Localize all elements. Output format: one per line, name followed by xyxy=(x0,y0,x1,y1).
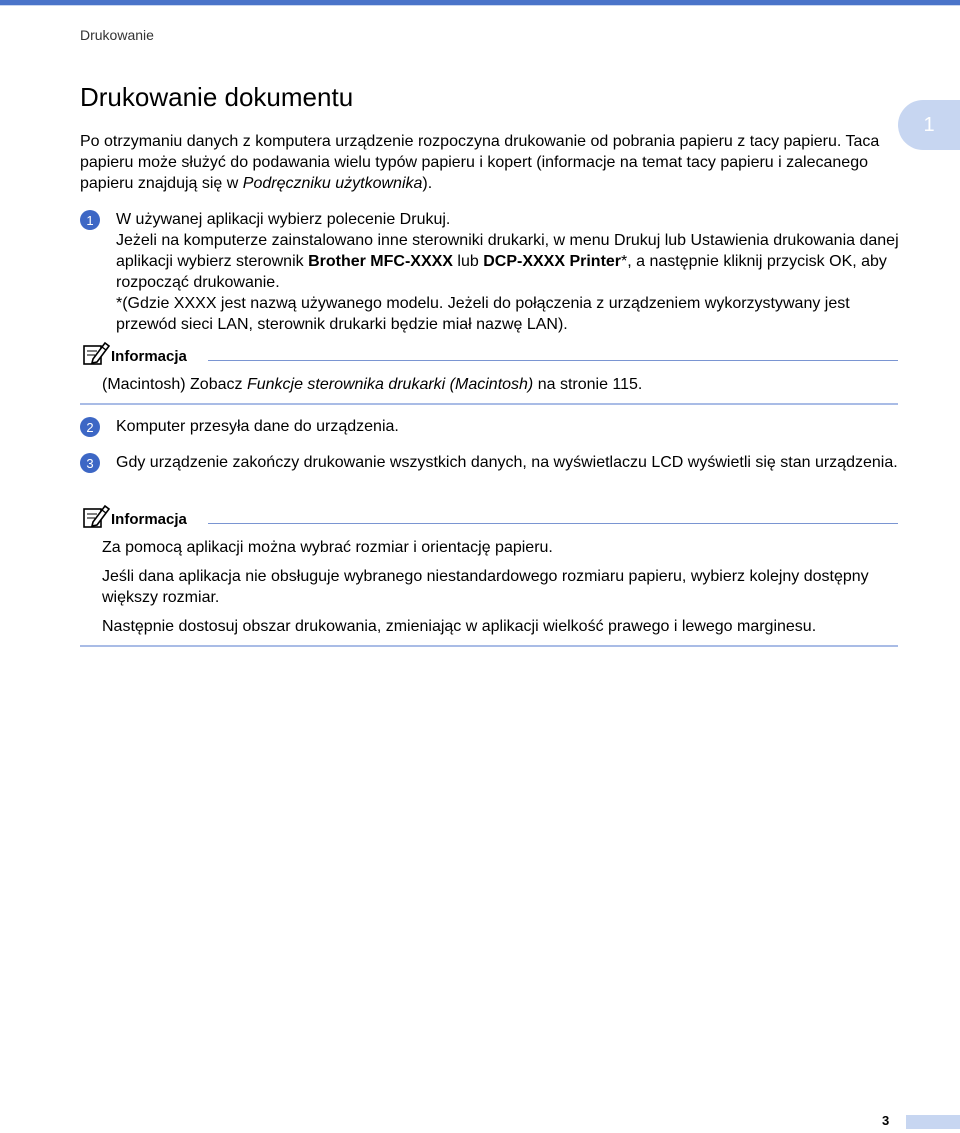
step-1-driver-end: *, a następnie kliknij przycisk OK, aby rozpocząć drukowanie. xyxy=(116,253,887,291)
footer-tab xyxy=(906,1115,960,1129)
step-1-driver-or: lub xyxy=(452,253,484,270)
step-3-text: Gdy urządzenie zakończy drukowanie wszystkich danych, na wyświetlaczu LCD wyświetli się stan urządzenia. xyxy=(116,454,898,471)
chapter-number: 1 xyxy=(923,113,935,136)
note-1-reference: Funkcje sterownika drukarki (Macintosh) xyxy=(246,376,534,393)
step-1-text: W używanej aplikacji wybierz polecenie Drukuj. xyxy=(116,211,451,228)
step-number-badge: 1 xyxy=(80,210,100,230)
note-1-text-a: (Macintosh) Zobacz xyxy=(102,376,247,393)
driver-name-mfc: Brother MFC-XXXX xyxy=(308,253,453,270)
chapter-tab xyxy=(898,100,960,150)
note-1-text-b: na stronie 115. xyxy=(533,376,643,393)
step-number-badge: 2 xyxy=(80,417,100,437)
step-1-footnote: *(Gdzie XXXX jest nazwą używanego modelu. Jeżeli do połączenia z urządzeniem wykorzystywany jest przewód sieci LAN, sterownik drukarki będzie miał nazwę LAN). xyxy=(116,295,850,333)
step-1 xyxy=(80,209,900,335)
note-rule xyxy=(208,360,898,361)
step-2 xyxy=(80,416,900,437)
note-2-paragraph-3: Następnie dostosuj obszar drukowania, zmieniając w aplikacji wielkość prawego i lewego marginesu. xyxy=(102,618,817,635)
step-number-badge: 3 xyxy=(80,453,100,473)
top-rule-thin xyxy=(0,5,960,6)
step-3 xyxy=(80,452,900,473)
note-label: Informacja xyxy=(111,348,187,365)
intro-manual-reference: Podręczniku użytkownika xyxy=(242,175,423,192)
intro-text: Po otrzymaniu danych z komputera urządzenie rozpoczyna drukowanie od pobrania papieru z tacy papieru. Taca papieru może służyć do podawania wielu typów papieru i kopert (informacje na temat tacy papieru i zalecanego papieru znajdują się w xyxy=(80,133,880,192)
note-1-text xyxy=(102,374,898,395)
note-pencil-icon xyxy=(82,503,110,529)
page-number: 3 xyxy=(882,1113,890,1128)
note-label: Informacja xyxy=(111,511,187,528)
note-pencil-icon xyxy=(82,340,110,366)
note-box-2 xyxy=(80,509,898,647)
note-box-1 xyxy=(80,346,898,405)
step-2-text: Komputer przesyła dane do urządzenia. xyxy=(116,418,399,435)
step-1-driver-paragraph xyxy=(116,230,900,293)
note-2-paragraph-1: Za pomocą aplikacji można wybrać rozmiar i orientację papieru. xyxy=(102,539,553,556)
step-1-driver-text: Jeżeli na komputerze zainstalowano inne sterowniki drukarki, w menu Drukuj lub Ustawienia drukowania danej aplikacji wybierz sterownik xyxy=(116,232,899,270)
page-title: Drukowanie dokumentu xyxy=(80,82,354,112)
driver-name-dcp: DCP-XXXX Printer xyxy=(483,253,622,270)
note-2-paragraph-2: Jeśli dana aplikacja nie obsługuje wybranego niestandardowego rozmiaru papieru, wybierz kolejny dostępny większy rozmiar. xyxy=(102,568,869,606)
running-header: Drukowanie xyxy=(80,27,154,43)
intro-paragraph xyxy=(80,131,900,194)
intro-text-end: ). xyxy=(422,175,433,192)
note-bottom-rule xyxy=(80,645,898,647)
note-rule xyxy=(208,523,898,524)
note-bottom-rule xyxy=(80,403,898,405)
